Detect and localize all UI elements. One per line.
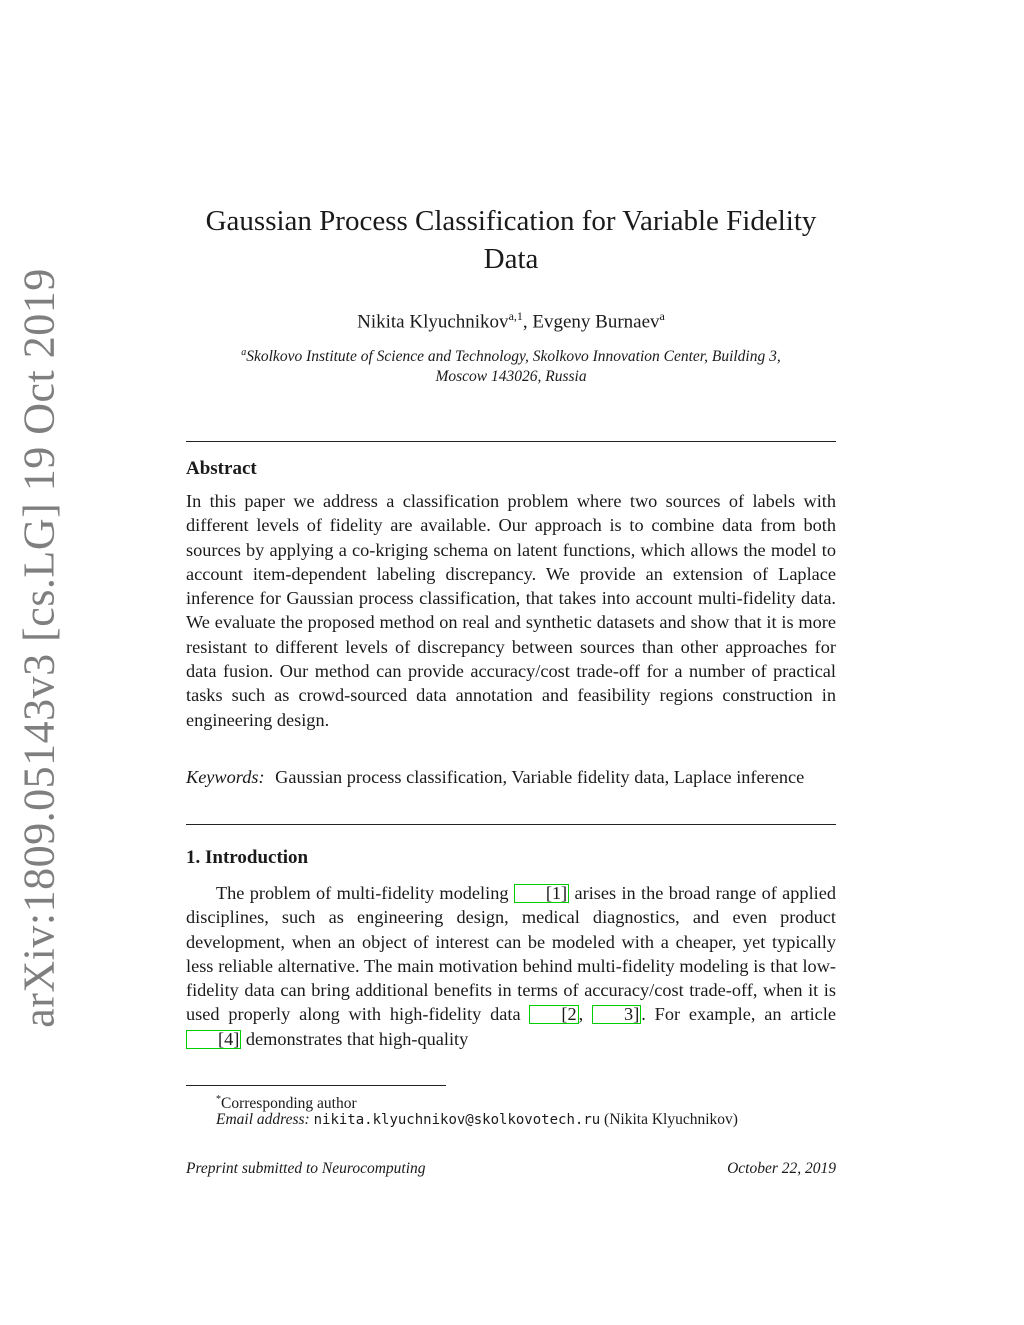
intro-text-part: demonstrates that high-quality [241, 1028, 469, 1049]
page-footer [186, 1160, 836, 1178]
intro-text-part: arises in the broad range of applied disciplines, such as engineering design, medical diagnostics, and even product development, when an object of interest can be modeled with a cheaper, yet typically less reliable alternative. The main motivation behind multi-fidelity modeling is that low-fidelity data can bring additional benefits in terms of accuracy/cost trade-off, when it is used properly along with high-fidelity data [186, 883, 836, 1025]
email-link[interactable]: nikita.klyuchnikov@skolkovotech.ru [313, 1112, 601, 1128]
affiliation [186, 343, 836, 387]
citation-separator: , [578, 1004, 593, 1025]
email-label: Email address: [216, 1111, 310, 1128]
author-2-affiliation-mark: a [659, 309, 665, 323]
affiliation-line-2: Moscow 143026, Russia [435, 368, 587, 386]
footnote-email [186, 1110, 836, 1130]
paper-title [186, 202, 836, 278]
footer-date: October 22, 2019 [727, 1160, 836, 1177]
citation-link-2[interactable]: [2 [529, 1005, 578, 1024]
author-2: Evgeny Burnaev [532, 311, 660, 333]
author-1: Nikita Klyuchnikov [357, 311, 509, 333]
affiliation-mark: a [241, 347, 247, 358]
abstract-text: In this paper we address a classification problem where two sources of labels with different levels of fidelity are available. Our approach is to combine data from both sources by applying a co-kriging schema on latent functions, which allows the model to account item-dependent labeling discrepancy. We provide an extension of Laplace inference for Gaussian process classification, that takes into account multi-fidelity data. We evaluate the proposed method on real and synthetic datasets and show that it is more resistant to different levels of discrepancy between sources than other approaches for data fusion. Our method can provide accuracy/cost trade-off for a number of practical tasks such as crowd-sourced data annotation and feasibility regions construction in engineering design. [186, 491, 836, 730]
author-list [186, 304, 836, 334]
citation-link-4[interactable]: [4] [186, 1030, 241, 1049]
footnote-rule [186, 1085, 446, 1086]
footnote-mark: * [216, 1094, 221, 1105]
citation-link-3[interactable]: 3] [592, 1005, 641, 1024]
abstract-bottom-rule [186, 824, 836, 825]
abstract-top-rule [186, 441, 836, 442]
author-1-affiliation-mark: a,1 [508, 309, 523, 323]
section-heading-introduction: 1. Introduction [186, 847, 309, 868]
intro-text-part: The problem of multi-fidelity modeling [216, 883, 514, 903]
arxiv-stamp: arXiv:1809.05143v3 [cs.LG] 19 Oct 2019 [14, 268, 64, 1028]
keywords [186, 765, 836, 789]
abstract-heading: Abstract [186, 458, 257, 479]
author-separator: , [522, 311, 533, 333]
keywords-text: Gaussian process classification, Variable fidelity data, Laplace inference [275, 767, 805, 787]
intro-text-part: . For example, an article [641, 1004, 836, 1025]
email-owner: (Nikita Klyuchnikov) [600, 1111, 738, 1128]
footer-preprint-note: Preprint submitted to Neurocomputing [186, 1160, 426, 1177]
title-line-1: Gaussian Process Classification for Variable Fidelity [205, 205, 817, 237]
introduction-paragraph [186, 881, 836, 1051]
footnote-text: Corresponding author [221, 1095, 357, 1113]
keywords-label: Keywords: [186, 767, 265, 787]
title-line-2: Data [483, 243, 539, 275]
affiliation-line-1: Skolkovo Institute of Science and Technology, Skolkovo Innovation Center, Building 3, [246, 348, 781, 366]
citation-link-1[interactable]: [1] [514, 884, 569, 903]
